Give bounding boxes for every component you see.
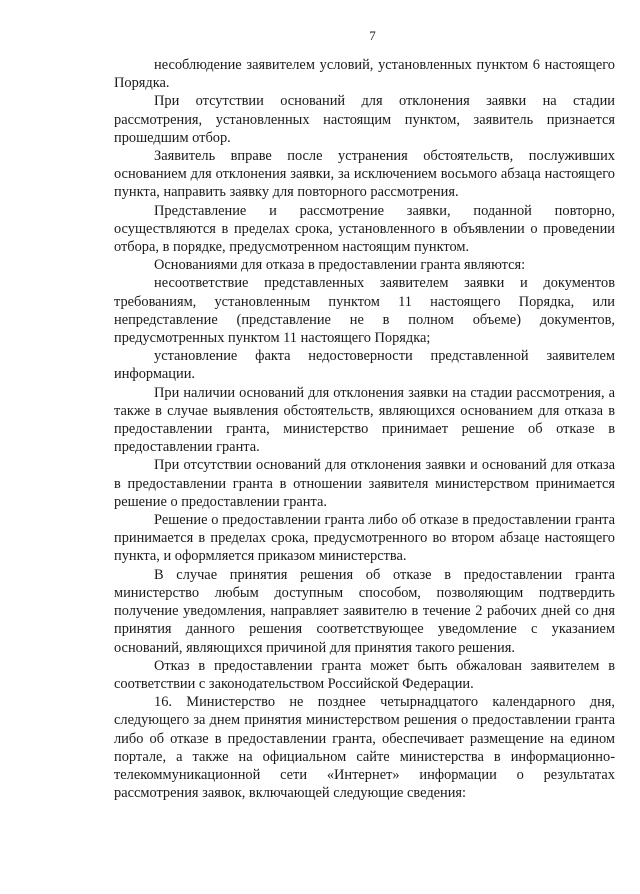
paragraph: Заявитель вправе после устранения обстоятельств, послуживших основанием для отклонения заявки, за исключением восьмого абзаца настоящего пункта, направить заявку для повторного рассмотрения. [114,148,615,201]
paragraph: При наличии оснований для отклонения заявки на стадии рассмотрения, а также в случае выявления обстоятельств, являющихся основанием для отказа в предоставлении гранта, министерство принимает решение об отказе в предоставлении гранта. [114,384,615,456]
paragraph: Решение о предоставлении гранта либо об отказе в предоставлении гранта принимается в пределах срока, предусмотренного во втором абзаце настоящего пункта, и оформляется приказом министерства. [114,512,615,565]
paragraph: При отсутствии оснований для отклонения заявки на стадии рассмотрения, установленных настоящим пунктом, заявитель признается прошедшим отбор. [114,93,615,146]
document-body [114,56,615,802]
page-number: 7 [369,28,376,43]
paragraph: несоблюдение заявителем условий, установленных пунктом 6 настоящего Порядка. [114,57,615,92]
paragraph: При отсутствии оснований для отклонения заявки и оснований для отказа в предоставлении гранта в отношении заявителя министерством принимается решение о предоставлении гранта. [114,457,615,510]
paragraph: установление факта недостоверности представленной заявителем информации. [114,348,615,383]
paragraph: несоответствие представленных заявителем заявки и документов требованиям, установленным пунктом 11 настоящего Порядка, или непредставление (представление не в полном объеме) документов, предусмотренных пунктом 11 настоящего Порядка; [114,275,615,347]
paragraph: 16. Министерство не позднее четырнадцатого календарного дня, следующего за днем принятия министерством решения о предоставлении гранта либо об отказе в предоставлении гранта, обеспечивает размещение на едином портале, а также на официальном сайте министерства в информационно-телекоммуникационной сети «Интернет» информации о результатах рассмотрения заявок, включающей следующие сведения: [114,694,615,802]
paragraph: Представление и рассмотрение заявки, поданной повторно, осуществляются в пределах срока, установленного в объявлении о проведении отбора, в порядке, предусмотренном настоящим пунктом. [114,202,615,256]
paragraph: Отказ в предоставлении гранта может быть обжалован заявителем в соответствии с законодательством Российской Федерации. [114,657,615,692]
paragraph: Основаниями для отказа в предоставлении гранта являются: [154,257,526,274]
paragraph: В случае принятия решения об отказе в предоставлении гранта министерство любым доступным способом, позволяющим подтвердить получение уведомления, направляет заявителю в течение 2 рабочих дней со дня принятия данного решения соответствующее уведомление с указанием оснований, являющихся причиной для принятия такого решения. [114,566,615,656]
